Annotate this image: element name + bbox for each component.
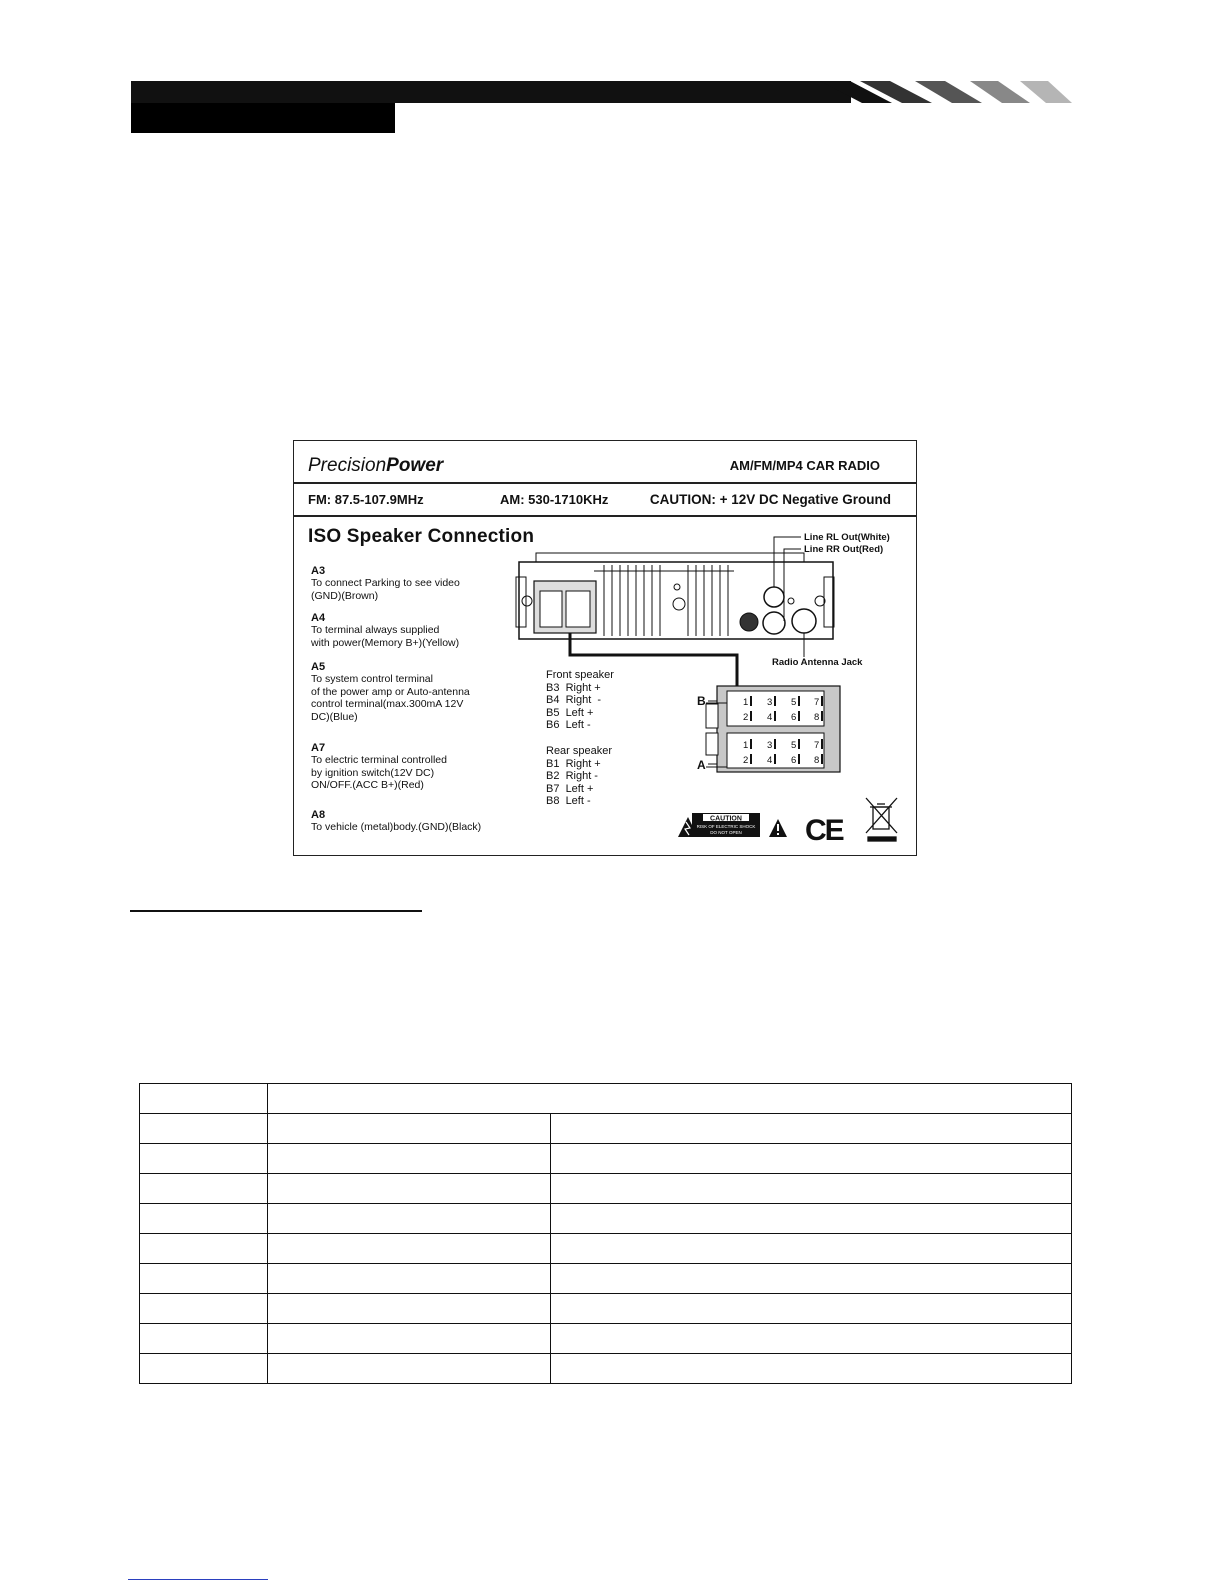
rear-speaker-list: Rear speaker B1 Right + B2 Right - B7 Left + B8 Left - — [546, 745, 613, 808]
connector-b-label: B — [697, 694, 706, 708]
table-row — [140, 1114, 1072, 1144]
caution-label-box — [692, 813, 760, 837]
table-cell — [551, 1264, 1072, 1294]
svg-text:CAUTION: CAUTION — [710, 815, 742, 823]
header-bar — [131, 81, 851, 103]
svg-text:4: 4 — [767, 755, 773, 766]
table-cell — [268, 1264, 551, 1294]
header-title-block — [131, 103, 395, 133]
table-row — [140, 1354, 1072, 1384]
fm-range: FM: 87.5-107.9MHz — [308, 492, 424, 507]
section-underline — [130, 910, 422, 912]
model-name: AM/FM/MP4 CAR RADIO — [729, 458, 880, 473]
line-rr-out-label: Line RR Out(Red) — [804, 544, 884, 555]
svg-text:1: 1 — [743, 697, 749, 708]
table-cell — [268, 1084, 1072, 1114]
svg-text:8: 8 — [814, 712, 820, 723]
svg-text:RISK OF ELECTRIC SHOCK: RISK OF ELECTRIC SHOCK — [696, 824, 756, 829]
table-cell — [140, 1114, 268, 1144]
connector-a-label: A — [697, 758, 706, 772]
table-cell — [140, 1294, 268, 1324]
table-cell — [268, 1354, 551, 1384]
table-row — [140, 1084, 1072, 1114]
heatsink-fins — [594, 565, 734, 636]
weee-bin-icon — [866, 798, 897, 841]
table-cell — [140, 1234, 268, 1264]
svg-text:4: 4 — [767, 712, 773, 723]
svg-text:7: 7 — [814, 740, 820, 751]
table-row — [140, 1204, 1072, 1234]
rca-rr-jack — [763, 612, 785, 634]
table-cell — [140, 1354, 268, 1384]
table-row — [140, 1324, 1072, 1354]
table-row — [140, 1144, 1072, 1174]
harness-wire — [570, 633, 737, 699]
exclamation-warning-icon — [769, 819, 787, 837]
line-rl-out-label: Line RL Out(White) — [804, 532, 890, 543]
svg-text:DO NOT OPEN: DO NOT OPEN — [710, 830, 742, 835]
table-cell — [140, 1174, 268, 1204]
table-row — [140, 1174, 1072, 1204]
table-cell — [551, 1114, 1072, 1144]
table-row — [140, 1234, 1072, 1264]
table-cell — [268, 1204, 551, 1234]
table-cell — [551, 1174, 1072, 1204]
svg-text:6: 6 — [791, 755, 797, 766]
table-cell — [268, 1174, 551, 1204]
table-cell — [268, 1294, 551, 1324]
table-cell — [551, 1204, 1072, 1234]
table-cell — [551, 1324, 1072, 1354]
svg-text:3: 3 — [767, 740, 773, 751]
table-cell — [268, 1144, 551, 1174]
terminal-a7: A7 To electric terminal controlled by ignition switch(12V DC) ON/OFF.(ACC B+)(Red) — [311, 742, 447, 792]
svg-text:6: 6 — [791, 712, 797, 723]
table-cell — [268, 1324, 551, 1354]
wiring-table — [139, 1083, 1072, 1384]
table-cell — [140, 1264, 268, 1294]
header-stripes-decoration — [820, 81, 1075, 105]
table-cell — [140, 1084, 268, 1114]
am-range: AM: 530-1710KHz — [500, 492, 609, 507]
footer-link-underline — [128, 1579, 268, 1580]
svg-text:3: 3 — [767, 697, 773, 708]
antenna-jack-label: Radio Antenna Jack — [772, 657, 863, 668]
table-cell — [140, 1324, 268, 1354]
svg-text:2: 2 — [743, 712, 749, 723]
rca-rl-jack — [764, 587, 784, 607]
ce-mark-icon: CE — [805, 814, 843, 847]
svg-text:1: 1 — [743, 740, 749, 751]
iso-title: ISO Speaker Connection — [308, 526, 535, 547]
table-cell — [551, 1294, 1072, 1324]
svg-text:5: 5 — [791, 740, 797, 751]
terminal-a8: A8 To vehicle (metal)body.(GND)(Black) — [311, 809, 482, 834]
svg-text:2: 2 — [743, 755, 749, 766]
brand-logo: PrecisionPower — [308, 455, 444, 476]
table-row — [140, 1294, 1072, 1324]
table-cell — [268, 1234, 551, 1264]
front-speaker-list: Front speaker B3 Right + B4 Right - B5 Left + B6 Left - — [546, 669, 614, 732]
power-caution: CAUTION: + 12V DC Negative Ground — [649, 492, 891, 507]
table-cell — [140, 1204, 268, 1234]
table-cell — [551, 1144, 1072, 1174]
table-cell — [140, 1144, 268, 1174]
svg-text:8: 8 — [814, 755, 820, 766]
table-cell — [551, 1234, 1072, 1264]
table-row — [140, 1264, 1072, 1294]
radio-rear-diagram — [294, 441, 915, 854]
table-cell — [551, 1354, 1072, 1384]
terminal-a5: A5 To system control terminal of the power amp or Auto-antenna control terminal(max.300mA 12V DC)(Blue) — [311, 661, 470, 723]
table-cell — [268, 1114, 551, 1144]
terminal-a4: A4 To terminal always supplied with power(Memory B+)(Yellow) — [311, 612, 460, 649]
terminal-a3: A3 To connect Parking to see video (GND)(Brown) — [311, 565, 460, 602]
antenna-jack — [792, 609, 816, 633]
svg-text:7: 7 — [814, 697, 820, 708]
rear-panel-label — [293, 440, 917, 856]
svg-text:5: 5 — [791, 697, 797, 708]
